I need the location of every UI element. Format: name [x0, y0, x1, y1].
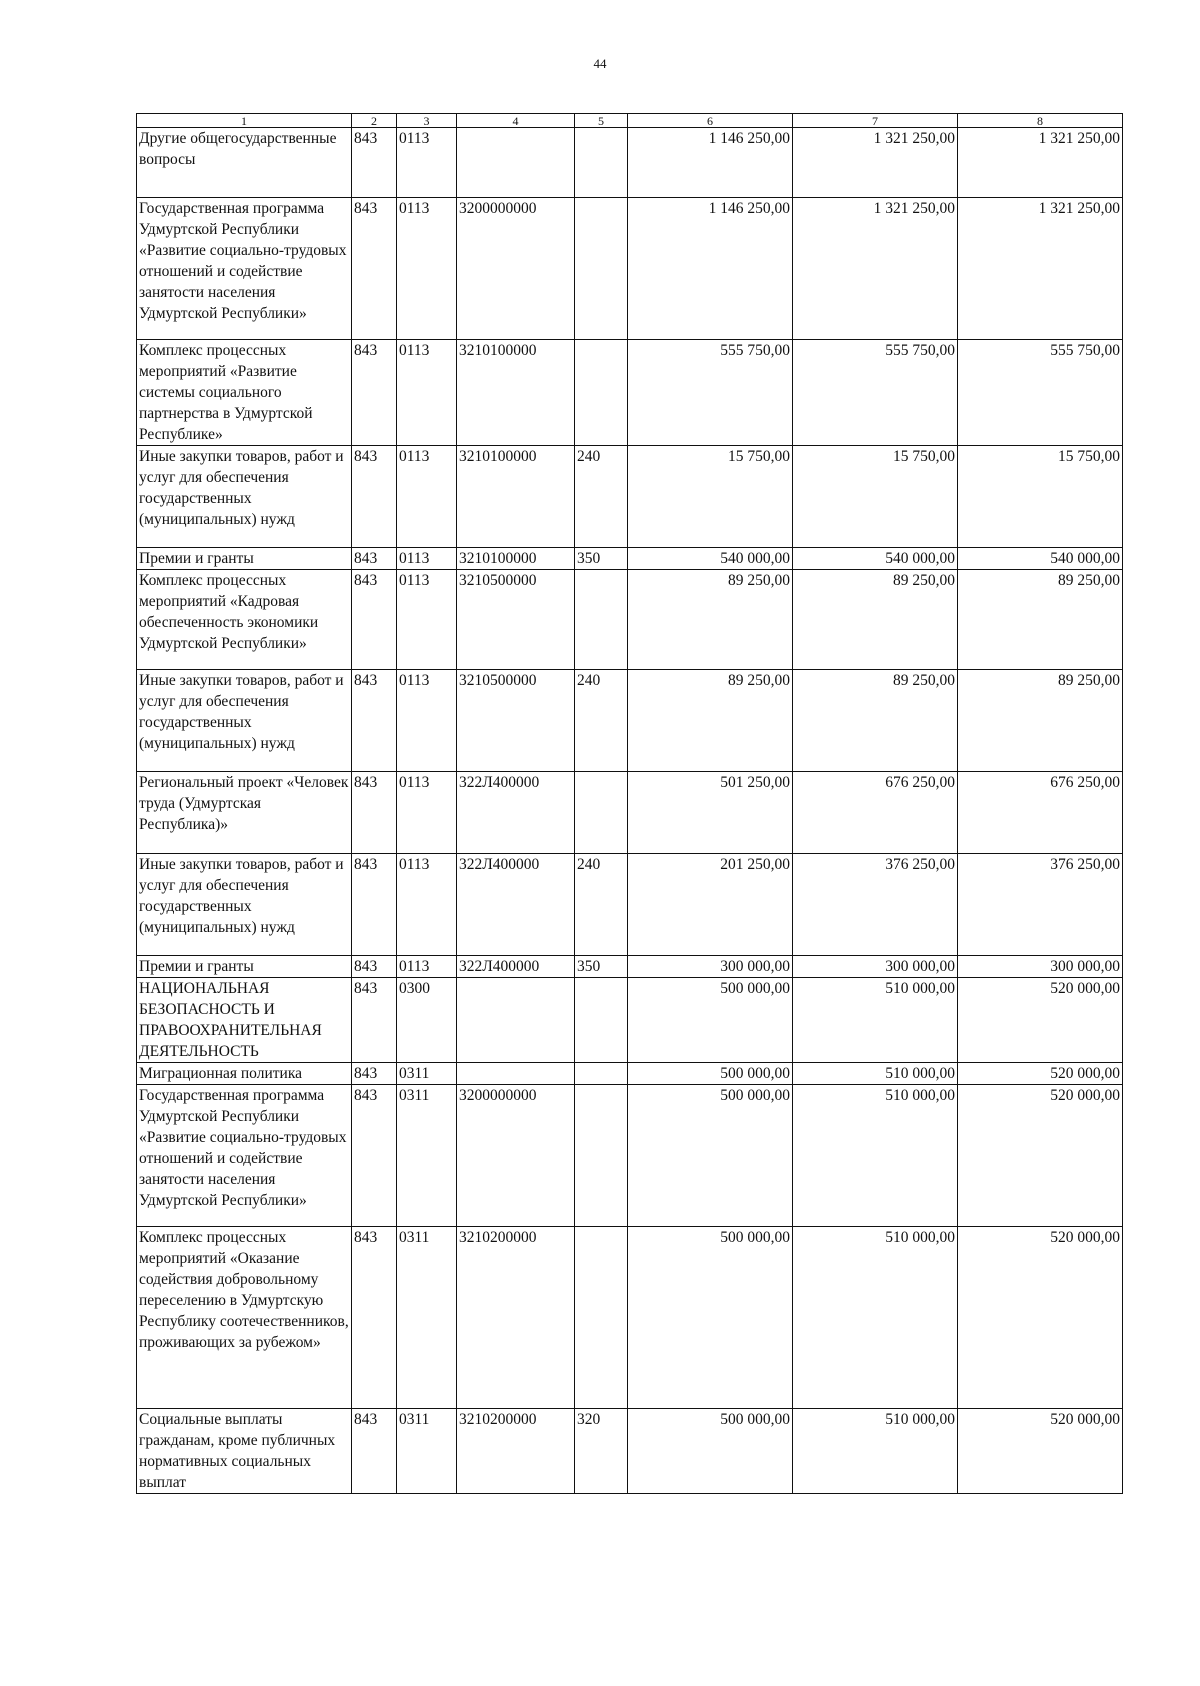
target-article-cell: 3210200000: [457, 1227, 575, 1409]
column-number-header: 5: [575, 114, 628, 128]
expense-type-cell: 350: [575, 548, 628, 570]
column-number-header: 1: [137, 114, 352, 128]
column-number-header: 4: [457, 114, 575, 128]
table-row: [137, 128, 1123, 198]
amount-year3-cell: 540 000,00: [958, 548, 1123, 570]
page-number: 44: [593, 56, 607, 71]
target-article-cell: 322Л400000: [457, 854, 575, 956]
target-article-cell: 3210200000: [457, 1409, 575, 1494]
ministry-code-cell: 843: [352, 978, 397, 1063]
row-name-cell: Государственная программа Удмуртской Республики «Развитие социально-трудовых отношений и содействие занятости населения Удмуртской Республики»: [137, 198, 352, 340]
amount-year1-cell: 1 146 250,00: [628, 198, 793, 340]
expense-type-cell: [575, 1227, 628, 1409]
target-article-cell: [457, 128, 575, 198]
amount-year3-cell: 376 250,00: [958, 854, 1123, 956]
amount-year2-cell: 676 250,00: [793, 772, 958, 854]
ministry-code-cell: 843: [352, 128, 397, 198]
section-code-cell: 0113: [397, 128, 457, 198]
amount-year1-cell: 201 250,00: [628, 854, 793, 956]
table-row: [137, 340, 1123, 446]
amount-year2-cell: 89 250,00: [793, 570, 958, 670]
target-article-cell: 322Л400000: [457, 956, 575, 978]
row-name-cell: Другие общегосударственные вопросы: [137, 128, 352, 198]
expense-type-cell: [575, 570, 628, 670]
amount-year2-cell: 89 250,00: [793, 670, 958, 772]
expense-type-cell: [575, 978, 628, 1063]
column-number-header: 2: [352, 114, 397, 128]
expense-type-cell: [575, 340, 628, 446]
amount-year3-cell: 555 750,00: [958, 340, 1123, 446]
expense-type-cell: [575, 128, 628, 198]
ministry-code-cell: 843: [352, 956, 397, 978]
amount-year2-cell: 510 000,00: [793, 1085, 958, 1227]
ministry-code-cell: 843: [352, 446, 397, 548]
target-article-cell: 3200000000: [457, 1085, 575, 1227]
row-name-cell: Премии и гранты: [137, 956, 352, 978]
amount-year1-cell: 500 000,00: [628, 1063, 793, 1085]
table-row: [137, 1063, 1123, 1085]
amount-year1-cell: 15 750,00: [628, 446, 793, 548]
amount-year2-cell: 376 250,00: [793, 854, 958, 956]
row-name-cell: Региональный проект «Человек труда (Удмуртская Республика)»: [137, 772, 352, 854]
expense-type-cell: [575, 1063, 628, 1085]
target-article-cell: 3210500000: [457, 670, 575, 772]
ministry-code-cell: 843: [352, 1085, 397, 1227]
row-name-cell: НАЦИОНАЛЬНАЯ БЕЗОПАСНОСТЬ И ПРАВООХРАНИТЕЛЬНАЯ ДЕЯТЕЛЬНОСТЬ: [137, 978, 352, 1063]
section-code-cell: 0300: [397, 978, 457, 1063]
table-row: [137, 1409, 1123, 1494]
target-article-cell: 3210100000: [457, 340, 575, 446]
target-article-cell: [457, 978, 575, 1063]
amount-year2-cell: 15 750,00: [793, 446, 958, 548]
column-number-header: 6: [628, 114, 793, 128]
target-article-cell: 3210100000: [457, 548, 575, 570]
table-row: [137, 854, 1123, 956]
amount-year2-cell: 300 000,00: [793, 956, 958, 978]
ministry-code-cell: 843: [352, 1227, 397, 1409]
ministry-code-cell: 843: [352, 1409, 397, 1494]
ministry-code-cell: 843: [352, 198, 397, 340]
budget-table: [136, 113, 1123, 1494]
amount-year2-cell: 510 000,00: [793, 1409, 958, 1494]
row-name-cell: Комплекс процессных мероприятий «Развитие системы социального партнерства в Удмуртской Республике»: [137, 340, 352, 446]
expense-type-cell: 240: [575, 854, 628, 956]
table-row: [137, 198, 1123, 340]
section-code-cell: 0113: [397, 670, 457, 772]
ministry-code-cell: 843: [352, 772, 397, 854]
table-row: [137, 956, 1123, 978]
row-name-cell: Комплекс процессных мероприятий «Оказание содействия добровольному переселению в Удмуртскую Республику соотечественников, проживающих за рубежом»: [137, 1227, 352, 1409]
expense-type-cell: [575, 1085, 628, 1227]
ministry-code-cell: 843: [352, 1063, 397, 1085]
amount-year3-cell: 15 750,00: [958, 446, 1123, 548]
table-row: [137, 1227, 1123, 1409]
amount-year1-cell: 555 750,00: [628, 340, 793, 446]
section-code-cell: 0113: [397, 772, 457, 854]
table-row: [137, 772, 1123, 854]
amount-year1-cell: 300 000,00: [628, 956, 793, 978]
row-name-cell: Иные закупки товаров, работ и услуг для обеспечения государственных (муниципальных) нужд: [137, 446, 352, 548]
row-name-cell: Иные закупки товаров, работ и услуг для обеспечения государственных (муниципальных) нужд: [137, 854, 352, 956]
row-name-cell: Премии и гранты: [137, 548, 352, 570]
table-row: [137, 548, 1123, 570]
target-article-cell: 3210100000: [457, 446, 575, 548]
amount-year1-cell: 500 000,00: [628, 1409, 793, 1494]
ministry-code-cell: 843: [352, 340, 397, 446]
amount-year1-cell: 500 000,00: [628, 1227, 793, 1409]
row-name-cell: Иные закупки товаров, работ и услуг для обеспечения государственных (муниципальных) нужд: [137, 670, 352, 772]
amount-year1-cell: 89 250,00: [628, 570, 793, 670]
amount-year2-cell: 510 000,00: [793, 978, 958, 1063]
amount-year1-cell: 500 000,00: [628, 978, 793, 1063]
amount-year3-cell: 1 321 250,00: [958, 128, 1123, 198]
amount-year3-cell: 300 000,00: [958, 956, 1123, 978]
row-name-cell: Миграционная политика: [137, 1063, 352, 1085]
amount-year2-cell: 510 000,00: [793, 1227, 958, 1409]
expense-type-cell: 240: [575, 670, 628, 772]
section-code-cell: 0311: [397, 1063, 457, 1085]
expense-type-cell: 350: [575, 956, 628, 978]
amount-year1-cell: 501 250,00: [628, 772, 793, 854]
amount-year2-cell: 1 321 250,00: [793, 198, 958, 340]
amount-year3-cell: 520 000,00: [958, 1063, 1123, 1085]
amount-year2-cell: 1 321 250,00: [793, 128, 958, 198]
row-name-cell: Комплекс процессных мероприятий «Кадровая обеспеченность экономики Удмуртской Республики»: [137, 570, 352, 670]
target-article-cell: 3200000000: [457, 198, 575, 340]
expense-type-cell: [575, 198, 628, 340]
target-article-cell: 3210500000: [457, 570, 575, 670]
target-article-cell: 322Л400000: [457, 772, 575, 854]
expense-type-cell: [575, 772, 628, 854]
amount-year1-cell: 500 000,00: [628, 1085, 793, 1227]
table-row: [137, 1085, 1123, 1227]
amount-year3-cell: 89 250,00: [958, 570, 1123, 670]
column-number-header: 7: [793, 114, 958, 128]
column-number-header: 8: [958, 114, 1123, 128]
table-row: [137, 978, 1123, 1063]
section-code-cell: 0113: [397, 340, 457, 446]
ministry-code-cell: 843: [352, 854, 397, 956]
table-row: [137, 670, 1123, 772]
section-code-cell: 0311: [397, 1409, 457, 1494]
amount-year2-cell: 555 750,00: [793, 340, 958, 446]
amount-year3-cell: 520 000,00: [958, 1085, 1123, 1227]
amount-year1-cell: 1 146 250,00: [628, 128, 793, 198]
row-name-cell: Государственная программа Удмуртской Республики «Развитие социально-трудовых отношений и содействие занятости населения Удмуртской Республики»: [137, 1085, 352, 1227]
target-article-cell: [457, 1063, 575, 1085]
ministry-code-cell: 843: [352, 670, 397, 772]
amount-year3-cell: 89 250,00: [958, 670, 1123, 772]
amount-year1-cell: 540 000,00: [628, 548, 793, 570]
column-number-header: 3: [397, 114, 457, 128]
amount-year3-cell: 520 000,00: [958, 1227, 1123, 1409]
budget-rows: [137, 128, 1123, 1494]
ministry-code-cell: 843: [352, 570, 397, 670]
section-code-cell: 0113: [397, 956, 457, 978]
amount-year3-cell: 520 000,00: [958, 1409, 1123, 1494]
amount-year3-cell: 1 321 250,00: [958, 198, 1123, 340]
table-row: [137, 570, 1123, 670]
section-code-cell: 0311: [397, 1085, 457, 1227]
amount-year2-cell: 540 000,00: [793, 548, 958, 570]
amount-year3-cell: 676 250,00: [958, 772, 1123, 854]
expense-type-cell: 240: [575, 446, 628, 548]
expense-type-cell: 320: [575, 1409, 628, 1494]
row-name-cell: Социальные выплаты гражданам, кроме публичных нормативных социальных выплат: [137, 1409, 352, 1494]
section-code-cell: 0113: [397, 548, 457, 570]
ministry-code-cell: 843: [352, 548, 397, 570]
section-code-cell: 0311: [397, 1227, 457, 1409]
section-code-cell: 0113: [397, 198, 457, 340]
column-number-row: [137, 114, 1123, 128]
amount-year2-cell: 510 000,00: [793, 1063, 958, 1085]
section-code-cell: 0113: [397, 570, 457, 670]
table-row: [137, 446, 1123, 548]
amount-year1-cell: 89 250,00: [628, 670, 793, 772]
section-code-cell: 0113: [397, 446, 457, 548]
section-code-cell: 0113: [397, 854, 457, 956]
amount-year3-cell: 520 000,00: [958, 978, 1123, 1063]
